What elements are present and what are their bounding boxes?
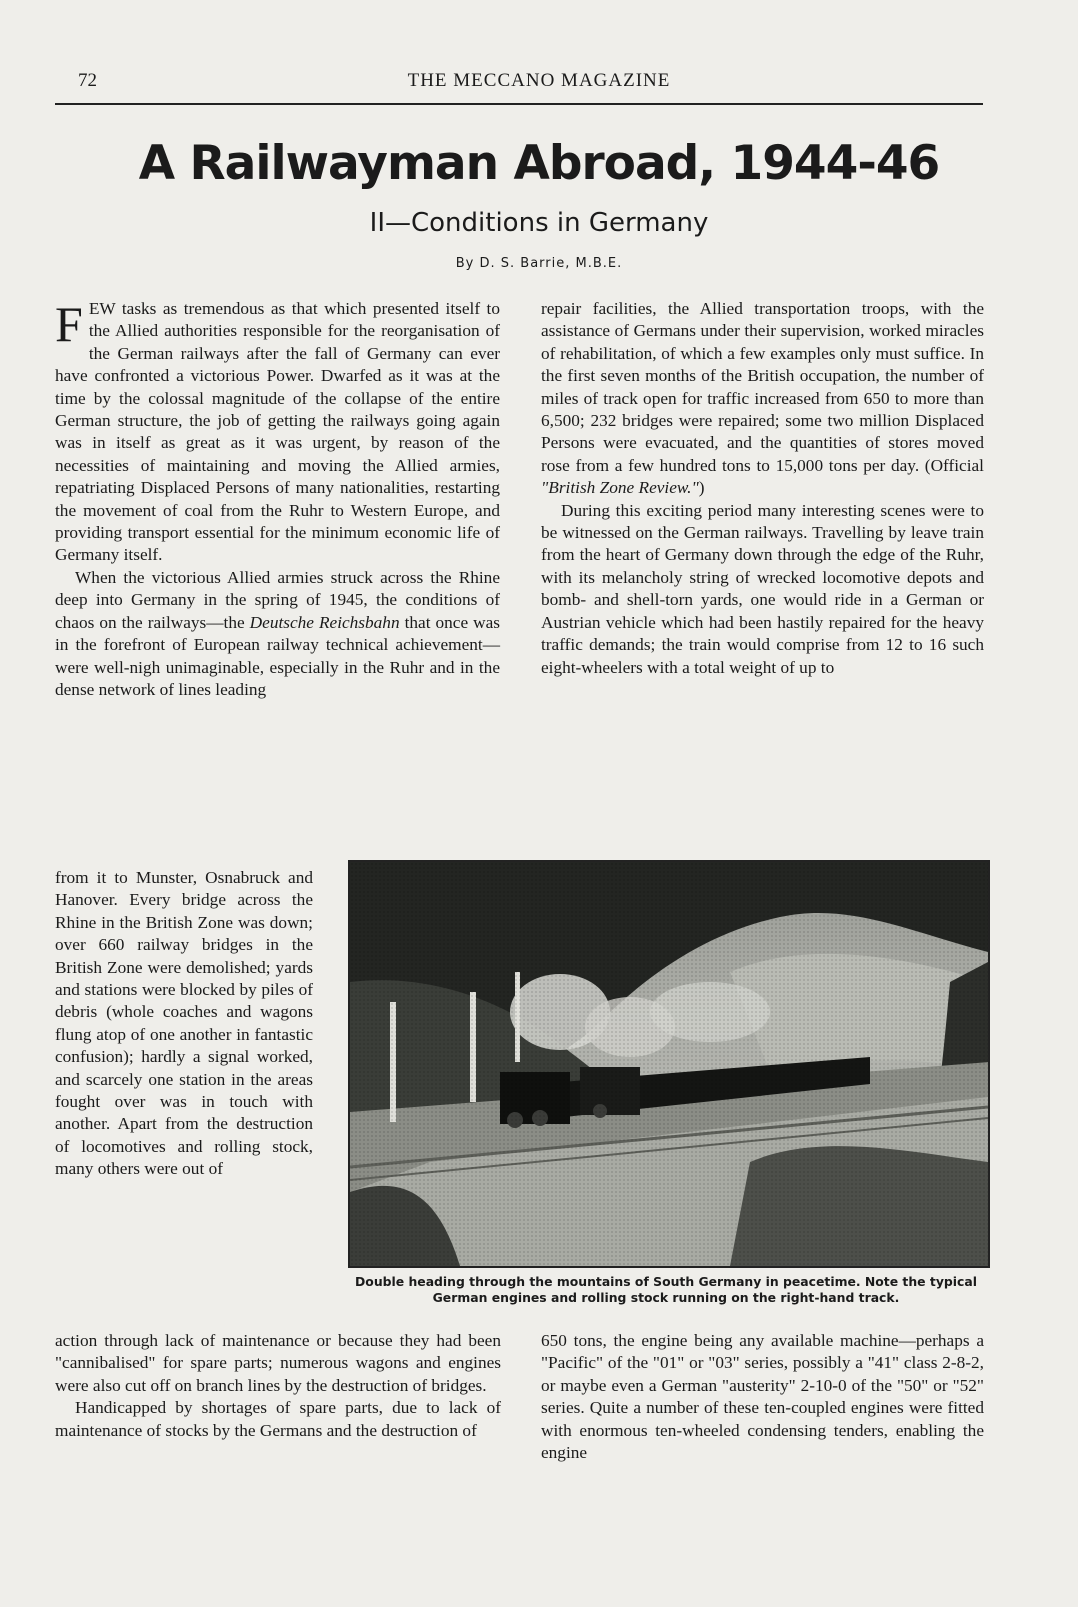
paragraph-intro: [55, 298, 500, 567]
page-number: 72: [78, 70, 97, 91]
rhine-text-a: When the victorious Allied armies struck across the Rhine deep into Germany in the spring of 1945, the conditions of chaos on the railways—the: [55, 567, 500, 632]
article-title: A Railwayman Abroad, 1944-46: [138, 136, 940, 191]
reichsbahn-name: Deutsche Reichsbahn: [249, 612, 400, 632]
paragraph-leave-train: During this exciting period many interesting scenes were to be witnessed on the German railways. Travelling by leave train from the heart of Germany down through the edge of the Ruhr, with its melancholy string of wrecked locomotive depots and bomb- and shell-torn yards, one would ride in a German or Austrian vehicle which had been hastily repaired for the heavy traffic demands; the train would comprise from 12 to 16 such eight-wheelers with a total weight of up to: [541, 500, 984, 677]
paragraph-engines: 650 tons, the engine being any available machine—perhaps a "Pacific" of the "01" or "03" series, possibly a "41" class 2-8-2, or maybe even a German "austerity" 2-10-0 of the "50" or "52" series. Quite a number of these ten-coupled engines were fitted with enormous ten-wheeled condensing tenders, enabling the engine: [541, 1331, 984, 1463]
zone-review-title: "British Zone Review.": [541, 478, 699, 498]
drop-cap: F: [55, 296, 83, 352]
column-right-bottom: [541, 1330, 984, 1464]
paragraph-rhine: [55, 567, 500, 701]
running-head: THE MECCANO MAGAZINE: [407, 70, 671, 91]
column-right-top: [541, 298, 984, 679]
repair-text-a: repair facilities, the Allied transportation troops, with the assistance of Germans under their supervision, worked miracles of rehabilitation, of which a few examples only must suffice. In the first seven months of the British occupation, the number of miles of track open for traffic increased from 650 to more than 6,500; 232 bridges were repaired; some two million Displaced Persons were evacuated, and the quantities of stores moved rose from a few hundred tons to 15,000 tons per day. (Official: [541, 299, 984, 475]
paragraph-handicapped: Handicapped by shortages of spare parts, due to lack of maintenance of stocks by the Germans and the destruction of: [55, 1398, 501, 1440]
photo-caption: Double heading through the mountains of South Germany in peacetime. Note the typical German engines and rolling stock running on the right-hand track.: [355, 1274, 977, 1305]
byline: By D. S. Barrie, M.B.E.: [455, 256, 623, 271]
article-subtitle: II—Conditions in Germany: [369, 208, 709, 238]
intro-text: EW tasks as tremendous as that which presented itself to the Allied authorities responsible for the reorganisation of the German railways after the fall of Germany can ever have confronted a victorious Power. Dwarfed as it was at the time by the colossal magnitude of the collapse of the entire German structure, the job of getting the railways going again was in itself as great as it was urgent, by reason of the necessities of maintaining and moving the Allied armies, repatriating Displaced Persons of many nationalities, restarting the movement of coal from the Ruhr to Western Europe, and providing transport essential for the minimum economic life of Germany itself.: [55, 299, 500, 565]
photo-double-heading-train: [348, 860, 990, 1268]
paragraph-repair: [541, 298, 984, 500]
column-left-top: [55, 298, 500, 701]
header-rule: [55, 103, 983, 105]
column-left-bottom: [55, 1330, 501, 1442]
rhine-text-b: that once was in the forefront of European railway technical achievement—were well-nigh unimaginable, especially in the Ruhr and in the dense network of lines leading: [55, 612, 500, 699]
repair-text-b: ): [698, 478, 705, 498]
paragraph-cannibalised: action through lack of maintenance or because they had been "cannibalised" for spare parts; numerous wagons and engines were also cut off on branch lines by the destruction of bridges.: [55, 1331, 501, 1395]
paragraph-bridges: from it to Munster, Osnabruck and Hanover. Every bridge across the Rhine in the British Zone was down; over 660 railway bridges in the British Zone were demolished; yards and stations were blocked by piles of debris (whole coaches and wagons flung atop of one another in fantastic confusion); hardly a signal worked, and scarcely one station in the areas fought over was in touch with another. Apart from the destruction of locomotives and rolling stock, many others were out of: [55, 868, 313, 1179]
column-left-narrow: [55, 867, 313, 1181]
